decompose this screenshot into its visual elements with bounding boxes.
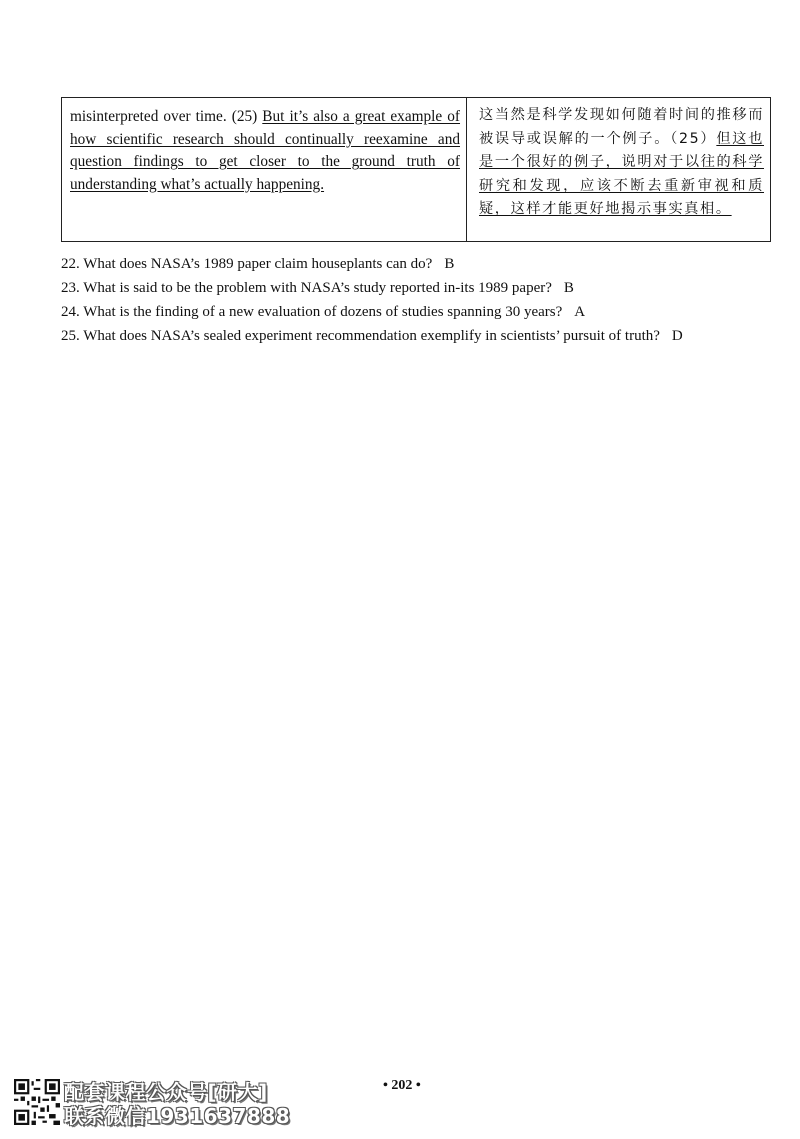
question-23 <box>61 276 781 300</box>
question-answer: B <box>563 280 574 296</box>
footer-promo <box>64 1080 314 1128</box>
translation-table <box>61 97 771 242</box>
question-25 <box>61 324 781 348</box>
qr-code-icon <box>14 1079 60 1125</box>
question-text: 24. What is the finding of a new evaluation of dozens of studies spanning 30 years? <box>61 304 563 320</box>
promo-line-1: 配套课程公众号[研大] <box>64 1080 268 1104</box>
question-text: 23. What is said to be the problem with NASA’s study reported in-its 1989 paper? <box>61 280 552 296</box>
question-answer: D <box>671 328 683 344</box>
chinese-plain-text: 这当然是科学发现如何随着时间的推移而被误导或误解的一个例子。（25） <box>479 107 764 147</box>
question-text: 25. What does NASA’s sealed experiment recommendation exemplify in scientists’ pursuit of truth? <box>61 328 660 344</box>
question-text: 22. What does NASA’s 1989 paper claim houseplants can do? <box>61 256 433 272</box>
chinese-cell <box>467 98 770 241</box>
question-24 <box>61 300 781 324</box>
question-answer: A <box>574 304 586 320</box>
question-22 <box>61 252 781 276</box>
promo-line-2: 联系微信1931637888 <box>64 1104 291 1128</box>
question-list <box>61 252 781 348</box>
english-cell <box>62 98 467 241</box>
page-number: • 202 • <box>383 1078 421 1093</box>
english-underlined-text: But it’s also a great example of how scientific research should continually reexamine and question findings to get closer to the ground truth of understanding what’s actually happening. <box>70 108 461 193</box>
chinese-underlined-text: 但这也是一个很好的例子，说明对于以往的科学研究和发现，应该不断去重新审视和质疑，这样才能更好地揭示事实真相。 <box>479 130 764 217</box>
english-plain-text: misinterpreted over time. (25) <box>70 108 263 125</box>
question-answer: B <box>444 256 455 272</box>
